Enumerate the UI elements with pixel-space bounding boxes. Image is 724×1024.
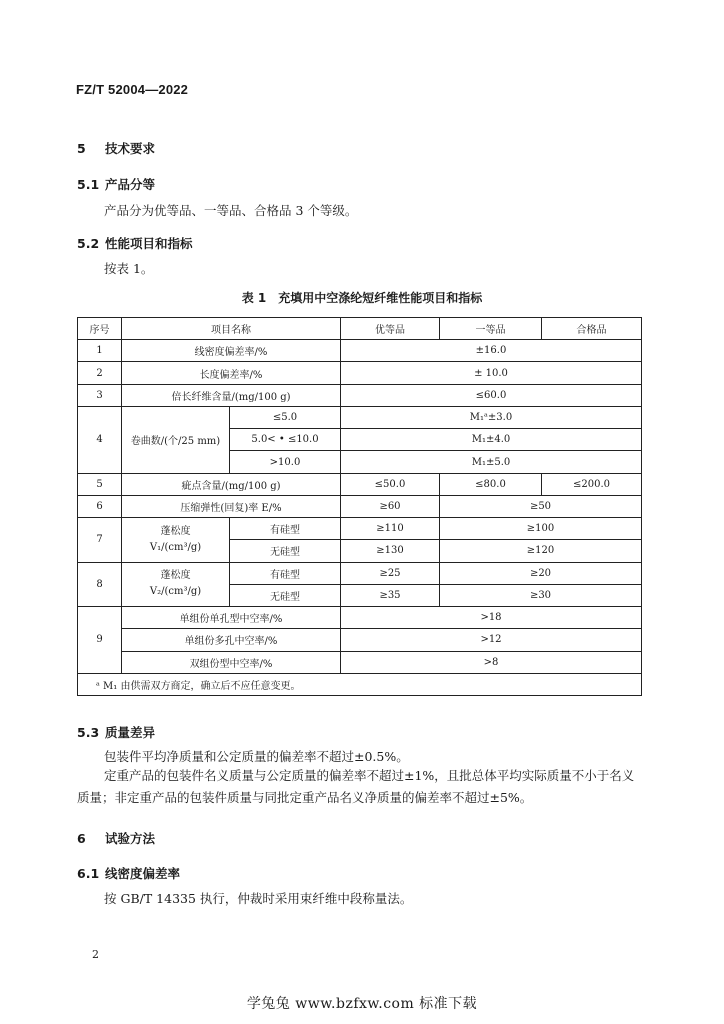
row-item: 卷曲数/(个/25 mm) [122,406,230,473]
row-no: 6 [78,495,122,517]
value-first-qualified: ≥100 [440,518,642,540]
section-title: 性能项目和指标 [105,236,193,251]
row-value: >18 [341,607,642,629]
value-first-qualified: ≥50 [440,495,642,517]
item-line: V₁/(cm³/g) [149,541,202,553]
header-item: 项目名称 [122,318,341,340]
section-title: 质量差异 [105,725,156,740]
row-no: 4 [78,406,122,473]
sub-label: ≤5.0 [230,406,341,428]
header-first: 一等品 [440,318,542,340]
table-row [78,562,642,584]
section-6-heading [77,829,155,847]
value-superior: ≥35 [341,584,440,606]
value-superior: ≥25 [341,562,440,584]
table-row [78,384,642,406]
value-superior: ≤50.0 [341,473,440,495]
sub-label: 有硅型 [230,518,341,540]
row-item: 单组份多孔中空率/% [122,629,341,651]
row-item: 双组份型中空率/% [122,651,341,673]
table-row [78,340,642,362]
row-no: 3 [78,384,122,406]
table-footnote: ᵃ M₁ 由供需双方商定，确立后不应任意变更。 [78,673,642,695]
section-5-heading [77,139,155,157]
row-value: M₁±4.0 [341,429,642,451]
table-row [78,651,642,673]
row-value: >12 [341,629,642,651]
value-first-qualified: ≥30 [440,584,642,606]
table-note-row [78,673,642,695]
row-item: 长度偏差率/% [122,362,341,384]
row-no: 8 [78,562,122,606]
section-number: 5.2 [77,236,100,251]
item-line: 蓬松度 [160,525,191,537]
row-no: 9 [78,607,122,674]
sub-label: 无硅型 [230,584,341,606]
table-row [78,495,642,517]
section-6-1-heading [77,864,180,882]
sub-label: 有硅型 [230,562,341,584]
table-row [78,406,642,428]
standard-code: FZ/T 52004—2022 [76,82,189,97]
row-item [122,518,230,562]
sub-label: 无硅型 [230,540,341,562]
value-first-qualified: ≥20 [440,562,642,584]
row-value: ≤60.0 [341,384,642,406]
page-number: 2 [92,948,99,961]
section-5-3-paragraph-1: 包装件平均净质量和公定质量的偏差率不超过±0.5%。 [104,749,409,764]
section-title: 试验方法 [105,831,156,846]
row-item: 倍长纤维含量/(mg/100 g) [122,384,341,406]
section-number: 5.3 [77,725,100,740]
section-title: 产品分等 [105,177,156,192]
value-first: ≤80.0 [440,473,542,495]
table-row [78,362,642,384]
table-row [78,473,642,495]
section-5-2-text: 按表 1。 [104,261,154,276]
value-superior: ≥60 [341,495,440,517]
row-item: 单组份单孔型中空率/% [122,607,341,629]
value-qualified: ≤200.0 [542,473,642,495]
table-row [78,607,642,629]
section-number: 6.1 [77,866,100,881]
row-no: 7 [78,518,122,562]
item-line: 蓬松度 [160,570,191,582]
row-no: 1 [78,340,122,362]
row-value: >8 [341,651,642,673]
value-superior: ≥110 [341,518,440,540]
row-item [122,562,230,606]
sub-label: 5.0< • ≤10.0 [230,429,341,451]
value-superior: ≥130 [341,540,440,562]
table-row [78,629,642,651]
row-value: ± 10.0 [341,362,642,384]
section-5-2-heading [77,234,193,252]
spec-table [77,317,642,696]
row-item: 压缩弹性(回复)率 E/% [122,495,341,517]
header-qualified: 合格品 [542,318,642,340]
section-number: 6 [77,831,86,846]
item-line: V₂/(cm³/g) [149,586,202,598]
site-footer: 学兔兔 www.bzfxw.com 标准下载 [246,996,478,1012]
section-title: 技术要求 [105,141,156,156]
table-caption: 表 1 充填用中空涤纶短纤维性能项目和指标 [241,291,483,305]
row-value: M₁±5.0 [341,451,642,473]
table-row [78,518,642,540]
section-5-3-paragraph-2: 定重产品的包装件名义质量与公定质量的偏差率不超过±1%，且批总体平均实际质量不小于名义质量；非定重产品的包装件质量与同批定重产品名义净质量的偏差率不超过±5%。 [77,768,635,805]
row-value: M₁ᵃ±3.0 [341,406,642,428]
row-no: 2 [78,362,122,384]
section-5-1-text: 产品分为优等品、一等品、合格品 3 个等级。 [104,203,358,218]
section-5-3-heading [77,723,155,741]
section-title: 线密度偏差率 [105,866,181,881]
row-no: 5 [78,473,122,495]
row-item: 线密度偏差率/% [122,340,341,362]
value-first-qualified: ≥120 [440,540,642,562]
row-value: ±16.0 [341,340,642,362]
section-number: 5.1 [77,177,100,192]
header-superior: 优等品 [341,318,440,340]
section-number: 5 [77,141,86,156]
row-item: 疵点含量/(mg/100 g) [122,473,341,495]
table-header-row [78,318,642,340]
section-5-1-heading [77,175,155,193]
sub-label: >10.0 [230,451,341,473]
header-no: 序号 [78,318,122,340]
section-6-1-text: 按 GB/T 14335 执行，仲裁时采用束纤维中段称量法。 [104,891,413,906]
